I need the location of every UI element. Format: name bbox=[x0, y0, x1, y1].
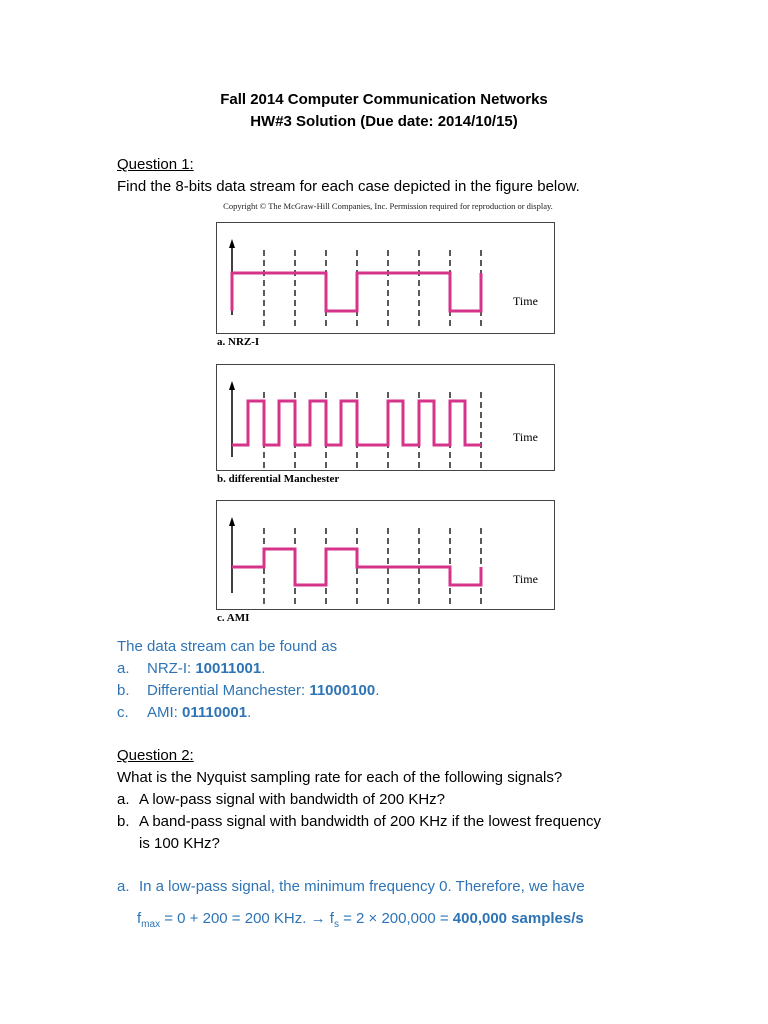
nrzi-signal-plot bbox=[217, 223, 554, 333]
answer-label: AMI: bbox=[147, 704, 183, 721]
answer-intro: The data stream can be found as bbox=[117, 638, 338, 655]
list-letter: a. bbox=[117, 791, 130, 808]
diff-manchester-signal-plot bbox=[217, 365, 554, 470]
question-2-item-b-cont: is 100 KHz? bbox=[139, 835, 220, 852]
list-letter: b. bbox=[117, 813, 130, 830]
list-letter: a. bbox=[117, 660, 130, 677]
diff-manchester-panel bbox=[216, 364, 555, 471]
answer-item-nrzi: a. NRZ-I: 10011001. bbox=[117, 660, 266, 677]
time-axis-label: Time bbox=[513, 430, 538, 444]
answer-item-diff-manchester: b. Differential Manchester: 11000100. bbox=[117, 682, 380, 699]
document-title: Fall 2014 Computer Communication Networks bbox=[220, 91, 548, 108]
question-2-prompt: What is the Nyquist sampling rate for each of the following signals? bbox=[117, 769, 563, 786]
caption-nrzi: a. NRZ-I bbox=[217, 336, 260, 348]
ami-signal-plot bbox=[217, 501, 554, 609]
answer-item-ami: c. AMI: 01110001. bbox=[117, 704, 252, 721]
answer-value: 01110001 bbox=[182, 704, 248, 721]
list-letter: a. bbox=[117, 878, 130, 895]
time-axis-label: Time bbox=[513, 572, 538, 586]
question-1-prompt: Find the 8-bits data stream for each case depicted in the figure below. bbox=[117, 178, 580, 195]
time-axis-label: Time bbox=[513, 294, 538, 308]
nrzi-panel bbox=[216, 222, 555, 334]
ami-panel bbox=[216, 500, 555, 610]
answer-label: NRZ-I: bbox=[147, 660, 196, 677]
answer-value: 10011001 bbox=[195, 660, 262, 677]
list-letter: b. bbox=[117, 682, 130, 699]
list-letter: c. bbox=[117, 704, 129, 721]
nyquist-formula: $f_{max} = 0 + 200 = 200$ KHz. → $f_s = 2 \times 200,000 = 400,000$ samples/s bbox=[137, 910, 584, 930]
question-2-item-a: a. A low-pass signal with bandwidth of 200 KHz? bbox=[117, 791, 446, 808]
question-2-heading: Question 2: bbox=[117, 747, 194, 764]
document-subtitle: HW#3 Solution (Due date: 2014/10/15) bbox=[250, 113, 518, 130]
figure-copyright: Copyright © The McGraw-Hill Companies, Inc. Permission required for reproduction or display. bbox=[223, 201, 553, 211]
nyquist-result: 400,000 samples/s bbox=[452, 910, 584, 927]
question-1-heading: Question 1: bbox=[117, 156, 194, 173]
answer-2a-intro: a. In a low-pass signal, the minimum frequency 0. Therefore, we have bbox=[117, 878, 585, 895]
caption-diff-manchester: b. differential Manchester bbox=[217, 473, 340, 485]
answer-label: Differential Manchester: bbox=[147, 682, 310, 699]
question-2-item-b: b. A band-pass signal with bandwidth of 200 KHz if the lowest frequency bbox=[117, 813, 601, 830]
answer-value: 11000100 bbox=[309, 682, 376, 699]
caption-ami: c. AMI bbox=[217, 612, 250, 624]
